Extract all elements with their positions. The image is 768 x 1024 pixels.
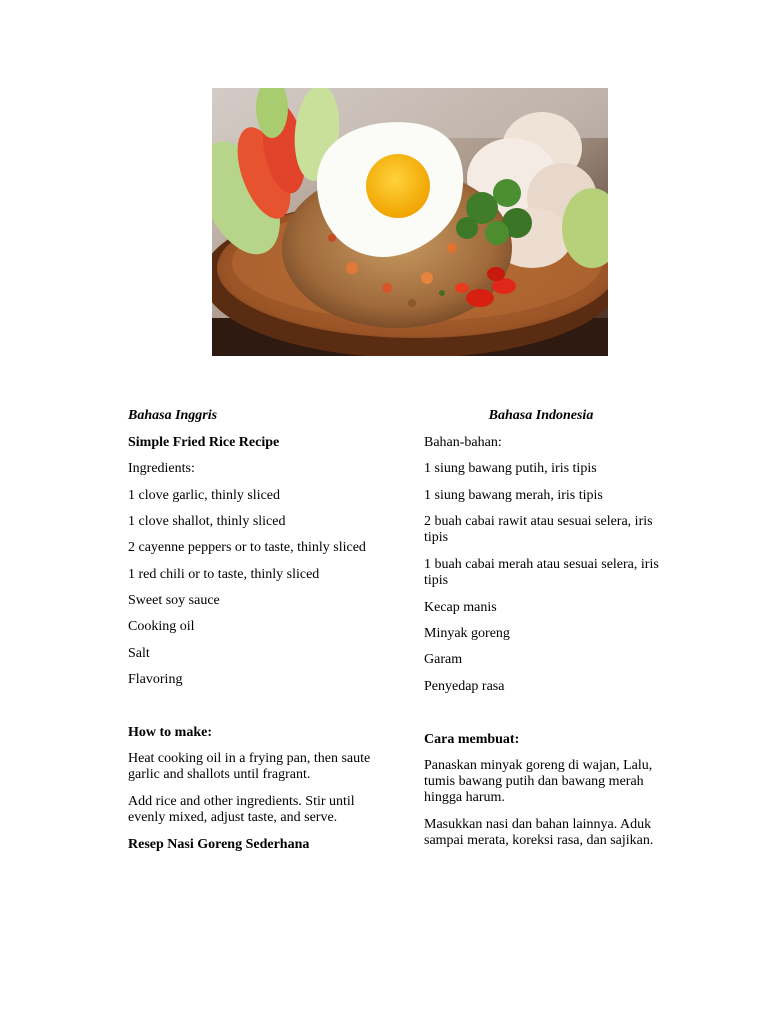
english-step: Add rice and other ingredients. Stir until evenly mixed, adjust taste, and serve. [128, 794, 355, 825]
indonesian-ingredient-item: 2 buah cabai rawit atau sesuai selera, iris tipis [424, 514, 653, 545]
indonesian-ingredient-item: 1 buah cabai merah atau sesuai selera, iris tipis [424, 557, 659, 588]
english-ingredient-item: Cooking oil [128, 619, 195, 634]
indonesian-ingredient-item: 1 siung bawang merah, iris tipis [424, 488, 603, 503]
fried-rice-photo [212, 88, 608, 356]
english-ingredient-item: Flavoring [128, 672, 183, 687]
indonesian-ingredient-item: Kecap manis [424, 600, 497, 615]
english-ingredients-heading: Ingredients: [128, 461, 195, 476]
english-ingredient-item: Salt [128, 646, 150, 661]
indonesian-language-label: Bahasa Indonesia [488, 408, 594, 423]
english-method-heading: How to make: [128, 725, 212, 740]
footer-title: Resep Nasi Goreng Sederhana [128, 837, 310, 852]
indonesian-step: Masukkan nasi dan bahan lainnya. Aduk sampai merata, koreksi rasa, dan sajikan. [424, 817, 654, 848]
english-ingredient-item: Sweet soy sauce [128, 593, 220, 608]
english-ingredient-item: 1 clove garlic, thinly sliced [128, 488, 281, 503]
indonesian-step: Panaskan minyak goreng di wajan, Lalu, tumis bawang putih dan bawang merah hingga harum. [424, 758, 653, 805]
english-ingredient-item: 1 clove shallot, thinly sliced [128, 514, 286, 529]
indonesian-ingredient-item: Garam [424, 652, 463, 667]
english-recipe-title: Simple Fried Rice Recipe [128, 435, 280, 450]
english-ingredient-item: 1 red chili or to taste, thinly sliced [128, 567, 320, 582]
english-ingredient-item: 2 cayenne peppers or to taste, thinly sliced [128, 540, 366, 555]
english-step: Heat cooking oil in a frying pan, then saute garlic and shallots until fragrant. [128, 751, 371, 782]
indonesian-ingredients-heading: Bahan-bahan: [424, 435, 502, 450]
indonesian-ingredient-item: Penyedap rasa [424, 679, 505, 694]
indonesian-ingredient-item: Minyak goreng [424, 626, 510, 641]
indonesian-method-heading: Cara membuat: [424, 732, 520, 747]
english-language-label: Bahasa Inggris [128, 408, 218, 423]
indonesian-ingredient-item: 1 siung bawang putih, iris tipis [424, 461, 597, 476]
